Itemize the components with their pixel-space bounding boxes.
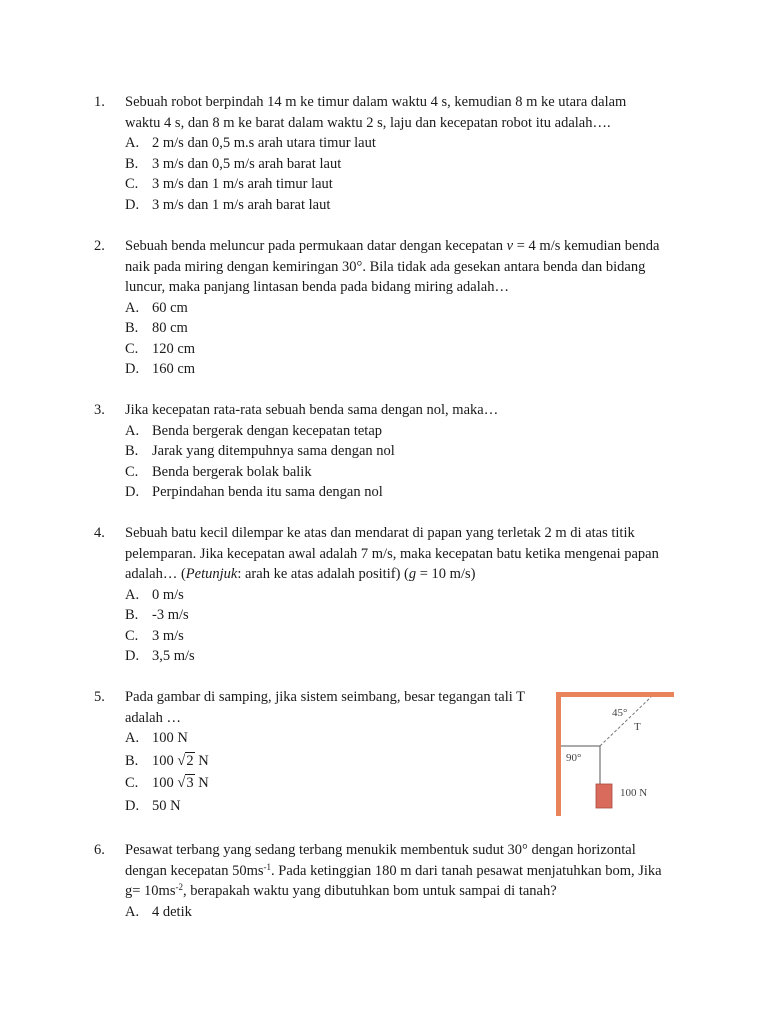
- sqrt-symbol: √2: [177, 752, 194, 769]
- equilibrium-diagram: [548, 688, 678, 818]
- option-a: A. 2 m/s dan 0,5 m.s arah utara timur laut: [125, 135, 376, 151]
- question-stem: Sebuah robot berpindah 14 m ke timur dalam waktu 4 s, kemudian 8 m ke utara dalam waktu 4 s, dan 8 m ke barat dalam waktu 2 s, laju dan kecepatan robot itu adalah….: [125, 94, 627, 131]
- option-c: C. 3 m/s dan 1 m/s arah timur laut: [125, 176, 333, 192]
- question-stem: Sebuah benda meluncur pada permukaan datar dengan kecepatan v = 4 m/s kemudian benda naik pada miring dengan kemiringan 30°. Bila tidak ada gesekan antara benda dan bidang luncur, maka panjang lintasan benda pada bidang miring adalah…: [125, 238, 660, 295]
- question-1: [94, 92, 674, 215]
- option-d: D. 50 N: [125, 797, 181, 814]
- question-stem: Jika kecepatan rata-rata sebuah benda sama dengan nol, maka…: [125, 402, 499, 418]
- option-d: D. Perpindahan benda itu sama dengan nol: [125, 484, 383, 500]
- option-a: A. 4 detik: [125, 903, 192, 920]
- option-b: B. 3 m/s dan 0,5 m/s arah barat laut: [125, 155, 342, 172]
- ceiling-beam: [556, 692, 674, 697]
- option-d: D. 3 m/s dan 1 m/s arah barat laut: [125, 196, 331, 213]
- question-3: [94, 400, 674, 503]
- question-6: [94, 840, 674, 922]
- option-b: B. 80 cm: [125, 320, 188, 336]
- question-stem: Pesawat terbang yang sedang terbang menukik membentuk sudut 30° dengan horizontal dengan kecepatan $50ms^{-1}$. Pada ketinggian 180 m dari tanah pesawat menjatuhkan bom, Jika $g= 10ms^{-2}$, berapakah waktu yang dibutuhkan bom untuk sampai di tanah?: [125, 842, 662, 899]
- option-list: [125, 585, 674, 667]
- rope-t: [600, 697, 651, 746]
- question-number: 5.: [94, 689, 105, 705]
- option-b: B. -3 m/s: [125, 607, 189, 623]
- option-c: C. 100 √3 N: [125, 773, 674, 794]
- option-list: [125, 421, 674, 503]
- option-a: A. Benda bergerak dengan kecepatan tetap: [125, 422, 383, 439]
- option-b: B. 100 √2 N: [125, 751, 674, 772]
- question-number: 4.: [94, 525, 105, 541]
- question-number: 3.: [94, 402, 105, 418]
- option-d: D. 3,5 m/s: [125, 648, 195, 664]
- question-stem: Sebuah batu kecil dilempar ke atas dan mendarat di papan yang terletak 2 m di atas titik pelemparan. Jika kecepatan awal adalah 7 m/s, maka kecepatan batu ketika mengenai papan adalah… (Petunjuk: arah ke atas adalah positif) (g = 10 m/s): [125, 525, 659, 582]
- option-list: [125, 298, 674, 380]
- tension-label: T: [634, 721, 641, 733]
- option-c: C. Benda bergerak bolak balik: [125, 463, 312, 480]
- option-b: B. Jarak yang ditempuhnya sama dengan nol: [125, 443, 395, 459]
- question-number: 6.: [94, 842, 105, 858]
- weight-label: 100 N: [620, 787, 648, 799]
- option-c: C. 3 m/s: [125, 627, 184, 644]
- question-stem: Pada gambar di samping, jika sistem seimbang, besar tegangan tali T adalah …: [125, 689, 525, 726]
- wall-beam: [556, 692, 561, 816]
- option-list: [125, 902, 674, 923]
- question-number: 1.: [94, 94, 105, 110]
- question-number: 2.: [94, 238, 105, 254]
- option-d: D. 160 cm: [125, 361, 196, 377]
- sqrt-symbol: √3: [177, 775, 194, 791]
- weight-block: [596, 784, 612, 808]
- option-a: A. 100 N: [125, 730, 188, 746]
- option-a: A. 60 cm: [125, 299, 188, 316]
- option-list: [125, 133, 674, 215]
- option-a: A. 0 m/s: [125, 586, 184, 603]
- angle-90-label: 90°: [566, 752, 582, 764]
- angle-45-label: 45°: [612, 707, 628, 719]
- option-c: C. 120 cm: [125, 340, 196, 357]
- question-2: [94, 236, 674, 380]
- question-4: [94, 523, 674, 667]
